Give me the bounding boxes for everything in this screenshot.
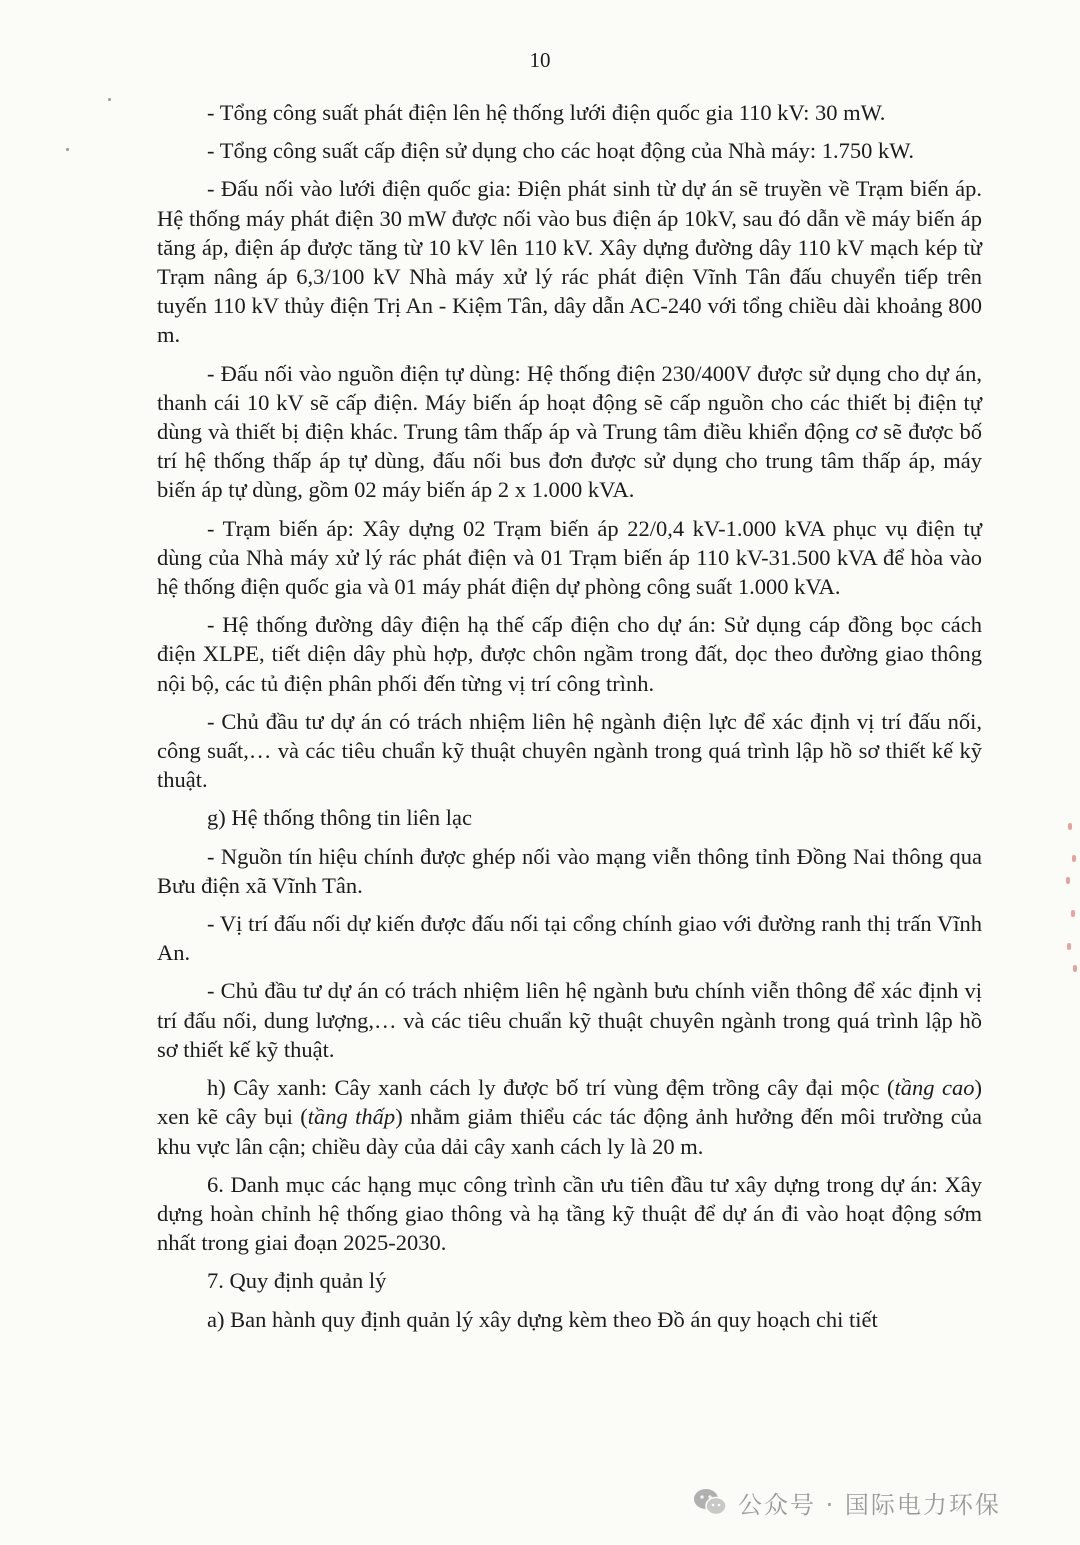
- paragraph-investor-telecom: - Chủ đầu tư dự án có trách nhiệm liên hệ ngành bưu chính viễn thông để xác định vị trí đấu nối, dung lượng,… và các tiêu chuẩn kỹ thuật chuyên ngành trong quá trình lập hồ sơ thiết kế kỹ thuật.: [157, 978, 982, 1062]
- paragraph-green-trees: [157, 1073, 982, 1161]
- paragraph-connection-location: - Vị trí đấu nối dự kiến được đấu nối tại cổng chính giao với đường ranh thị trấn Vĩnh An.: [157, 911, 982, 966]
- heading-communication-system: g) Hệ thống thông tin liên lạc: [207, 805, 472, 831]
- paragraph-plant-consumption: - Tổng công suất cấp điện sử dụng cho các hoạt động của Nhà máy: 1.750 kW.: [207, 138, 915, 164]
- page-number: 10: [529, 48, 551, 72]
- green-trees-middle: ) xen kẽ cây bụi (: [157, 1075, 982, 1130]
- paragraph-grid-connection: - Đấu nối vào lưới điện quốc gia: Điện phát sinh từ dự án sẽ truyền về Trạm biến áp. Hệ thống máy phát điện 30 mW được nối vào bus điện áp 10kV, sau đó dẫn về máy biến áp tăng áp, điện áp được tăng từ 10 kV lên 110 kV. Xây dựng đường dây 110 kV mạch kép từ Trạm nâng áp 6,3/100 kV Nhà máy xử lý rác phát điện Vĩnh Tân đấu chuyển tiếp trên tuyến 110 kV thủy điện Trị An - Kiệm Tân, dây dẫn AC-240 với tổng chiều dài khoảng 800 m.: [157, 176, 982, 348]
- scan-speck: [66, 148, 69, 151]
- paragraph-power-output: - Tổng công suất phát điện lên hệ thống lưới điện quốc gia 110 kV: 30 mW.: [207, 100, 886, 125]
- paragraph-self-use-connection: - Đấu nối vào nguồn điện tự dùng: Hệ thống điện 230/400V được sử dụng cho dự án, thanh cái 10 kV sẽ cấp điện. Máy biến áp hoạt động sẽ cấp nguồn cho các thiết bị điện tự dùng và thiết bị điện khác. Trung tâm thấp áp và Trung tâm điều khiển động cơ sẽ được bố trí hệ thống thấp áp tự dùng, đấu nối bus đơn được sử dụng cho trung tâm thấp áp, máy biến áp tự dùng, gồm 02 máy biến áp 2 x 1.000 kVA.: [157, 360, 982, 503]
- green-trees-italic-low: tầng thấp: [307, 1104, 396, 1130]
- paragraph-signal-source: - Nguồn tín hiệu chính được ghép nối vào mạng viễn thông tỉnh Đồng Nai thông qua Bưu điện xã Vĩnh Tân.: [157, 843, 982, 898]
- document-body: [157, 98, 982, 1334]
- paragraph-low-voltage-lines: - Hệ thống đường dây điện hạ thế cấp điện cho dự án: Sử dụng cáp đồng bọc cách điện XLPE, tiết diện dây phù hợp, được chôn ngầm trong đất, dọc theo đường giao thông nội bộ, các tủ điện phân phối đến từng vị trí công trình.: [157, 612, 982, 696]
- green-trees-italic-high: tầng cao: [894, 1075, 975, 1101]
- heading-management-rules: 7. Quy định quản lý: [207, 1268, 387, 1294]
- green-trees-lead: h) Cây xanh: Cây xanh cách ly được bố trí vùng đệm trồng cây đại mộc (: [207, 1075, 895, 1101]
- watermark-text: 公众号 · 国际电力环保: [738, 1490, 1001, 1519]
- wechat-icon: [692, 1487, 728, 1517]
- scan-speck: [108, 98, 111, 101]
- wechat-watermark: [692, 1484, 1001, 1520]
- paragraph-investor-power: - Chủ đầu tư dự án có trách nhiệm liên hệ ngành điện lực để xác định vị trí đấu nối, công suất,… và các tiêu chuẩn kỹ thuật chuyên ngành trong quá trình lập hồ sơ thiết kế kỹ thuật.: [157, 708, 982, 793]
- paragraph-substation: - Trạm biến áp: Xây dựng 02 Trạm biến áp 22/0,4 kV-1.000 kVA phục vụ điện tự dùng của Nhà máy xử lý rác phát điện và 01 Trạm biến áp 110 kV-31.500 kVA để hòa vào hệ thống điện quốc gia và 01 máy phát điện dự phòng công suất 1.000 kVA.: [157, 515, 982, 600]
- paragraph-priority-items: 6. Danh mục các hạng mục công trình cần ưu tiên đầu tư xây dựng trong dự án: Xây dựng hoàn chỉnh hệ thống giao thông và hạ tầng kỹ thuật để dự án đi vào hoạt động sớm nhất trong giai đoạn 2025-2030.: [157, 1171, 982, 1256]
- green-trees-tail: ) nhằm giảm thiểu các tác động ảnh hưởng đến môi trường của khu vực lân cận; chiều dày của dải cây xanh cách ly là 20 m.: [157, 1104, 982, 1159]
- paragraph-regulation-issuance: a) Ban hành quy định quản lý xây dựng kèm theo Đồ án quy hoạch chi tiết: [207, 1306, 878, 1332]
- red-stamp-edge: [1062, 815, 1080, 985]
